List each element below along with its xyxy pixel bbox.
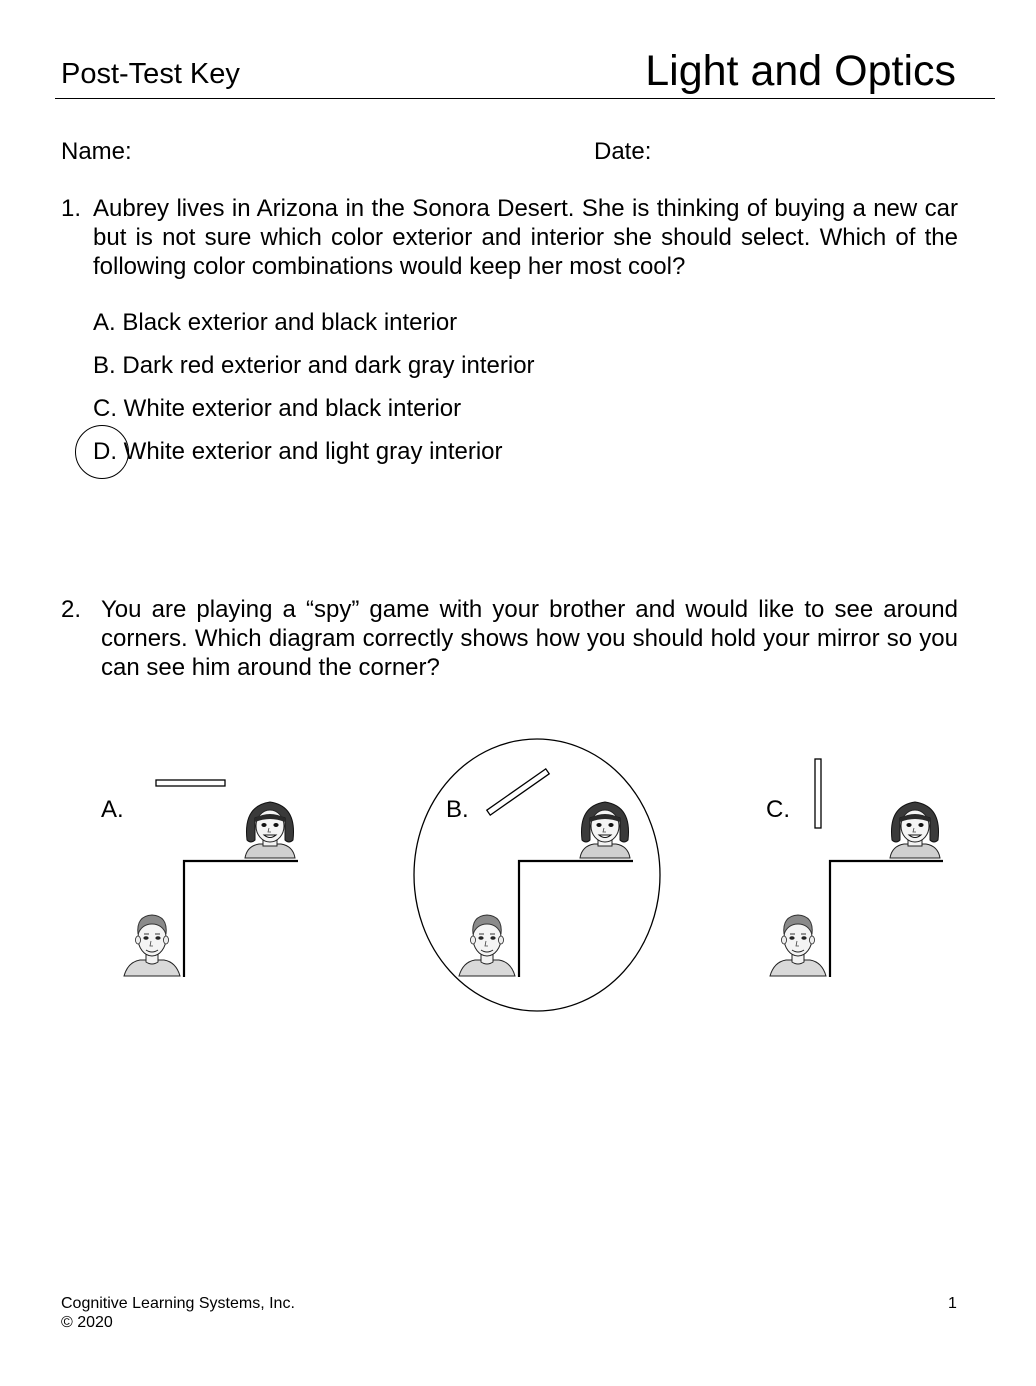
mirror-icon	[815, 759, 821, 828]
q1-choice-d-text: White exterior and light gray interior	[123, 438, 503, 465]
girl-portrait-icon	[890, 802, 940, 858]
q1-choice-a-text: Black exterior and black interior	[122, 309, 458, 336]
q1-choice-a-letter: A.	[93, 309, 116, 336]
name-label: Name:	[61, 138, 132, 165]
footer-copyright: © 2020	[61, 1314, 113, 1331]
date-label: Date:	[594, 138, 652, 165]
page-title: Light and Optics	[645, 47, 956, 95]
q1-choice-d-letter: D.	[93, 438, 117, 465]
diagram-c-label: C.	[766, 796, 790, 823]
wall-corner-icon	[830, 861, 943, 977]
boy-portrait-icon	[770, 915, 826, 976]
diagram-b-label: B.	[446, 796, 469, 823]
question-1-number: 1.	[61, 195, 82, 222]
question-2-text: You are playing a “spy” game with your brother and would like to see around corners. Which diagram correctly shows how you should hold your mirror so you can see him around the corner?	[101, 596, 958, 681]
question-2-number: 2.	[61, 596, 82, 623]
q1-choice-b-text: Dark red exterior and dark gray interior	[122, 352, 535, 379]
q1-choice-c-text: White exterior and black interior	[123, 395, 462, 422]
q1-choice-c-letter: C.	[93, 395, 117, 422]
q1-choice-b-letter: B.	[93, 352, 116, 379]
page-number: 1	[948, 1295, 957, 1312]
diagram-a-label: A.	[101, 796, 124, 823]
footer-company: Cognitive Learning Systems, Inc.	[61, 1295, 295, 1312]
question-1-text: Aubrey lives in Arizona in the Sonora Desert. She is thinking of buying a new car but is not sure which color exterior and interior she should select. Which of the following color combinations would keep her most cool?	[93, 195, 958, 280]
header-left-title: Post-Test Key	[61, 58, 240, 90]
